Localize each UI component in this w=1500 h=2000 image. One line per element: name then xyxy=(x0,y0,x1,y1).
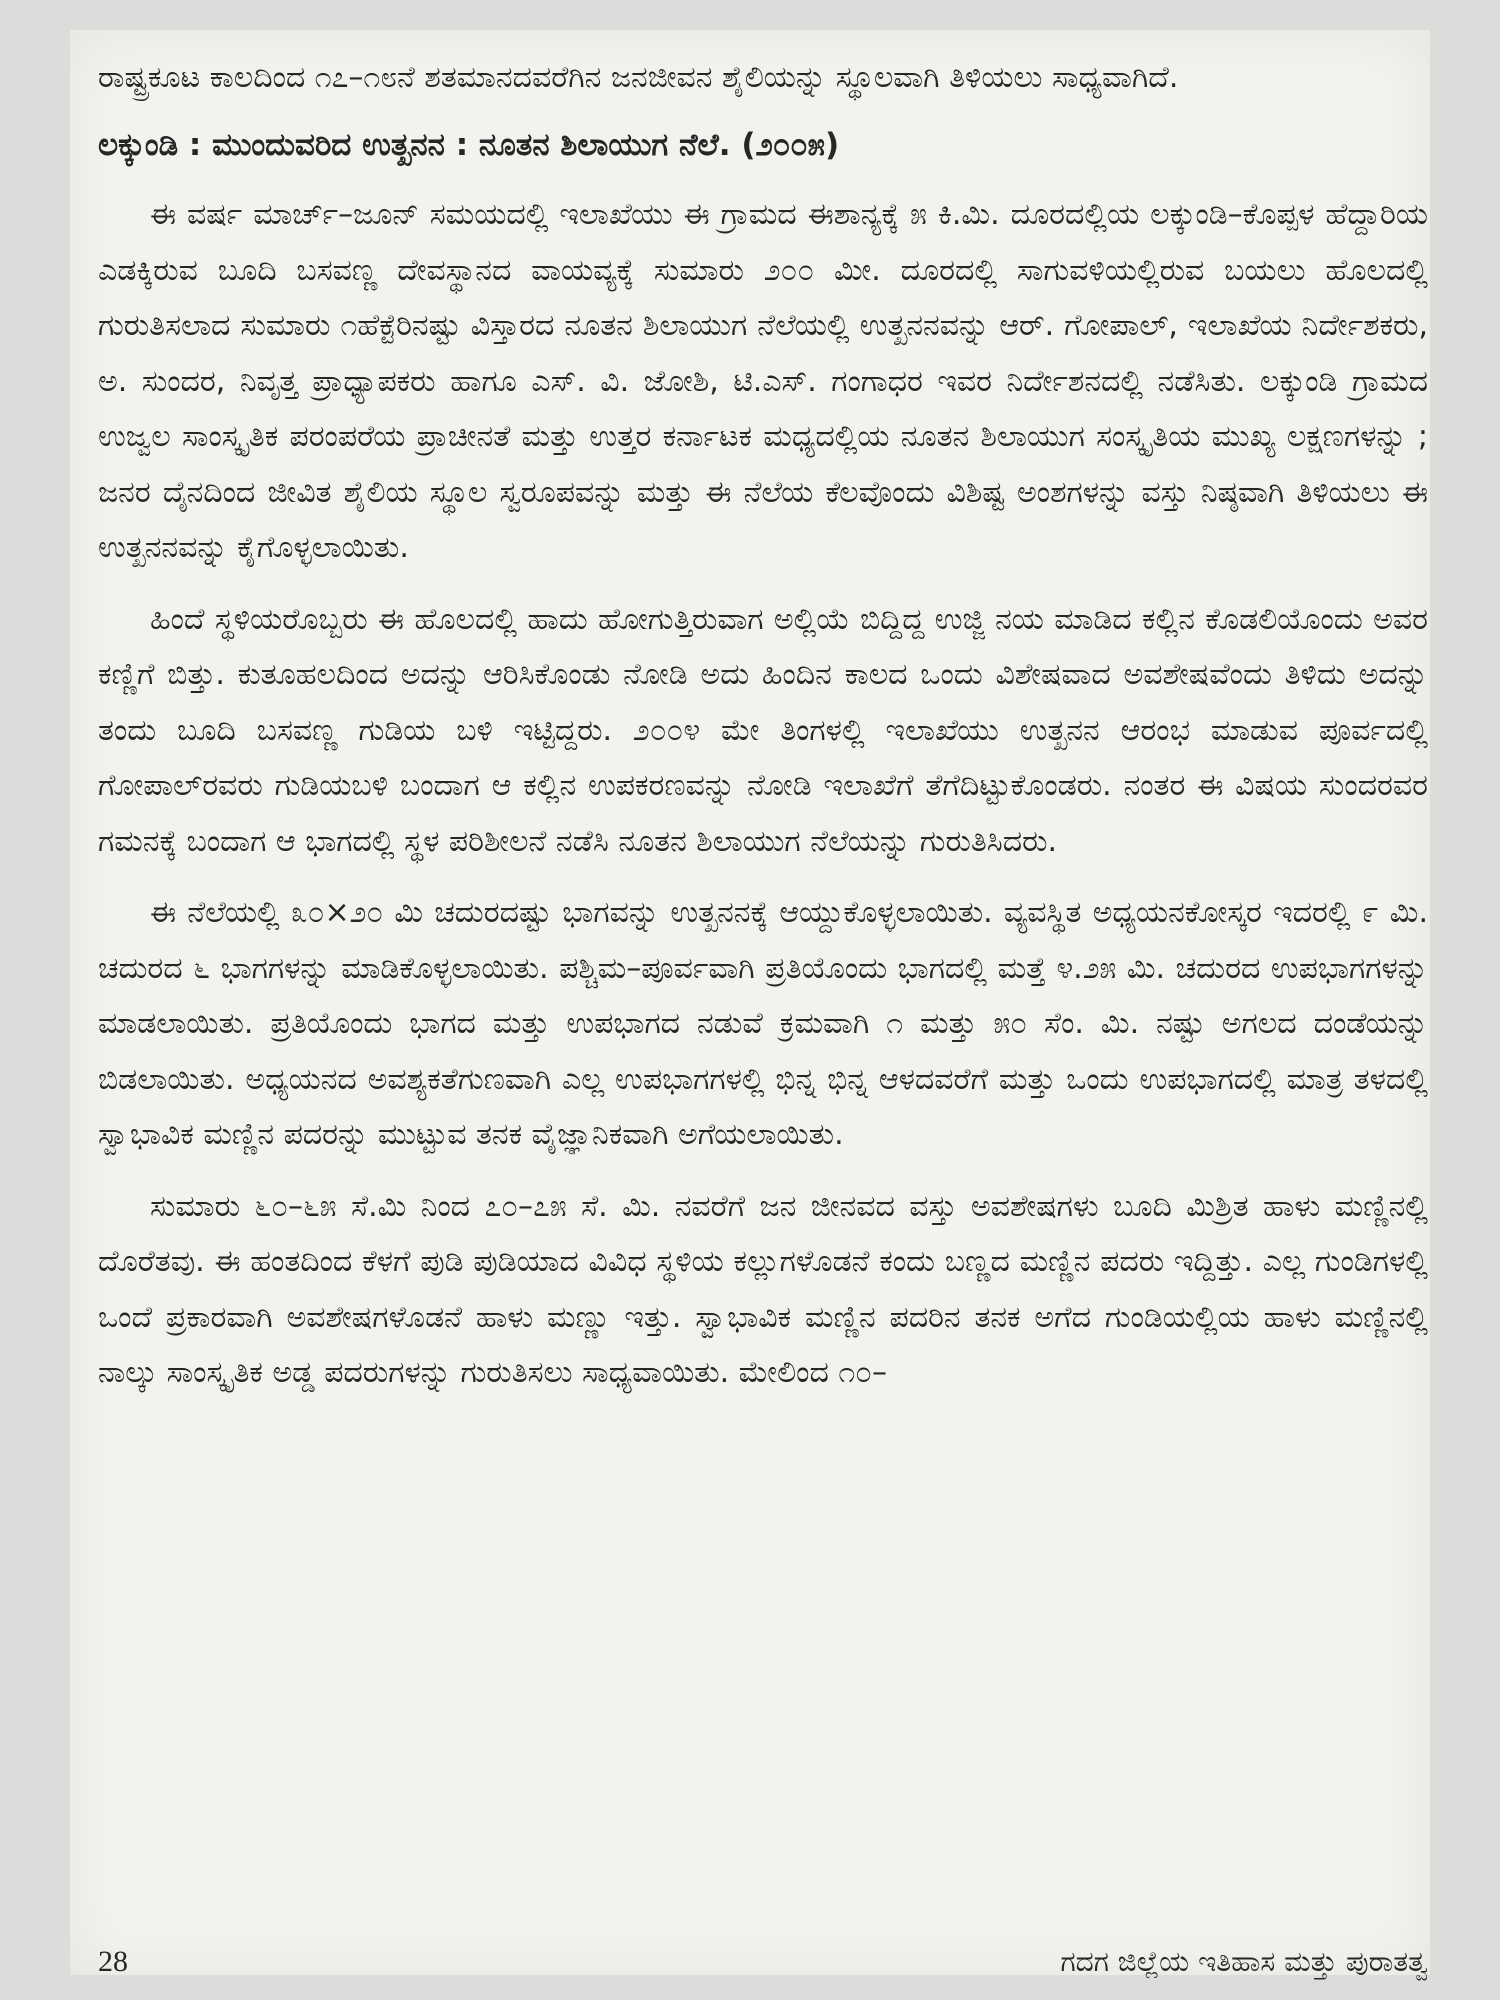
running-head: ಗದಗ ಜಿಲ್ಲೆಯ ಇತಿಹಾಸ ಮತ್ತು ಪುರಾತತ್ವ xyxy=(1060,1945,1428,1978)
paragraph-discovery: ಹಿಂದೆ ಸ್ಥಳಿಯರೊಬ್ಬರು ಈ ಹೊಲದಲ್ಲಿ ಹಾದು ಹೋಗುತ್ತಿರುವಾಗ ಅಲ್ಲಿಯೆ ಬಿದ್ದಿದ್ದ ಉಜ್ಜಿ ನಯ ಮಾಡಿದ ಕಲ್ಲಿನ ಕೊಡಲಿಯೊಂದು ಅವರ ಕಣ್ಣಿಗೆ ಬಿತ್ತು. ಕುತೂಹಲದಿಂದ ಅದನ್ನು ಆರಿಸಿಕೊಂಡು ನೋಡಿ ಅದು ಹಿಂದಿನ ಕಾಲದ ಒಂದು ವಿಶೇಷವಾದ ಅವಶೇಷವೆಂದು ತಿಳಿದು ಅದನ್ನು ತಂದು ಬೂದಿ ಬಸವಣ್ಣ ಗುಡಿಯ ಬಳಿ ಇಟ್ಟಿದ್ದರು. ೨೦೦೪ ಮೇ ತಿಂಗಳಲ್ಲಿ ಇಲಾಖೆಯು ಉತ್ಖನನ ಆರಂಭ ಮಾಡುವ ಪೂರ್ವದಲ್ಲಿ ಗೋಪಾಲ್‌ರವರು ಗುಡಿಯಬಳಿ ಬಂದಾಗ ಆ ಕಲ್ಲಿನ ಉಪಕರಣವನ್ನು ನೋಡಿ ಇಲಾಖೆಗೆ ತೆಗೆದಿಟ್ಟುಕೊಂಡರು. ನಂತರ ಈ ವಿಷಯ ಸುಂದರವರ ಗಮನಕ್ಕೆ ಬಂದಾಗ ಆ ಭಾಗದಲ್ಲಿ ಸ್ಥಳ ಪರಿಶೀಲನೆ ನಡೆಸಿ ನೂತನ ಶಿಲಾಯುಗ ನೆಲೆಯನ್ನು ಗುರುತಿಸಿದರು. xyxy=(98,601,1428,859)
page-footer xyxy=(98,1945,1428,1985)
paragraph-stratigraphy: ಸುಮಾರು ೬೦–೬೫ ಸೆ.ಮಿ ನಿಂದ ೭೦–೭೫ ಸೆ. ಮಿ. ನವರೆಗೆ ಜನ ಜೀನವದ ವಸ್ತು ಅವಶೇಷಗಳು ಬೂದಿ ಮಿಶ್ರಿತ ಹಾಳು ಮಣ್ಣಿನಲ್ಲಿ ದೊರೆತವು. ಈ ಹಂತದಿಂದ ಕೆಳಗೆ ಪುಡಿ ಪುಡಿಯಾದ ವಿವಿಧ ಸ್ಥಳಿಯ ಕಲ್ಲುಗಳೊಡನೆ ಕಂದು ಬಣ್ಣದ ಮಣ್ಣಿನ ಪದರು ಇದ್ದಿತ್ತು. ಎಲ್ಲ ಗುಂಡಿಗಳಲ್ಲಿ ಒಂದೆ ಪ್ರಕಾರವಾಗಿ ಅವಶೇಷಗಳೊಡನೆ ಹಾಳು ಮಣ್ಣು ಇತ್ತು. ಸ್ವಾಭಾವಿಕ ಮಣ್ಣಿನ ಪದರಿನ ತನಕ ಅಗೆದ ಗುಂಡಿಯಲ್ಲಿಯ ಹಾಳು ಮಣ್ಣಿನಲ್ಲಿ ನಾಲ್ಕು ಸಾಂಸ್ಕೃತಿಕ ಅಡ್ಡ ಪದರುಗಳನ್ನು ಗುರುತಿಸಲು ಸಾಧ್ಯವಾಯಿತು. ಮೇಲಿಂದ ೧೦– xyxy=(98,1188,1428,1390)
book-page xyxy=(70,30,1430,1978)
page-body xyxy=(98,50,1428,1417)
paragraph-excavation-overview: ಈ ವರ್ಷ ಮಾರ್ಚ್–ಜೂನ್ ಸಮಯದಲ್ಲಿ ಇಲಾಖೆಯು ಈ ಗ್ರಾಮದ ಈಶಾನ್ಯಕ್ಕೆ ೫ ಕಿ.ಮಿ. ದೂರದಲ್ಲಿಯ ಲಕ್ಕುಂಡಿ–ಕೊಪ್ಪಳ ಹೆದ್ದಾರಿಯ ಎಡಕ್ಕಿರುವ ಬೂದಿ ಬಸವಣ್ಣ ದೇವಸ್ಥಾನದ ವಾಯವ್ಯಕ್ಕೆ ಸುಮಾರು ೨೦೦ ಮೀ. ದೂರದಲ್ಲಿ ಸಾಗುವಳಿಯಲ್ಲಿರುವ ಬಯಲು ಹೊಲದಲ್ಲಿ ಗುರುತಿಸಲಾದ ಸುಮಾರು ೧ಹೆಕ್ಟೆರಿನಷ್ಟು ವಿಸ್ತಾರದ ನೂತನ ಶಿಲಾಯುಗ ನೆಲೆಯಲ್ಲಿ ಉತ್ಖನನವನ್ನು ಆರ್. ಗೋಪಾಲ್, ಇಲಾಖೆಯ ನಿರ್ದೇಶಕರು, ಅ. ಸುಂದರ, ನಿವೃತ್ತ ಪ್ರಾಧ್ಯಾಪಕರು ಹಾಗೂ ಎಸ್. ವಿ. ಜೋಶಿ, ಟಿ.ಎಸ್. ಗಂಗಾಧರ ಇವರ ನಿರ್ದೇಶನದಲ್ಲಿ ನಡೆಸಿತು. ಲಕ್ಕುಂಡಿ ಗ್ರಾಮದ ಉಜ್ವಲ ಸಾಂಸ್ಕೃತಿಕ ಪರಂಪರೆಯ ಪ್ರಾಚೀನತೆ ಮತ್ತು ಉತ್ತರ ಕರ್ನಾಟಕ ಮಧ್ಯದಲ್ಲಿಯ ನೂತನ ಶಿಲಾಯುಗ ಸಂಸ್ಕೃತಿಯ ಮುಖ್ಯ ಲಕ್ಷಣಗಳನ್ನು ; ಜನರ ದೈನದಿಂದ ಜೀವಿತ ಶೈಲಿಯ ಸ್ಥೂಲ ಸ್ವರೂಪವನ್ನು ಮತ್ತು ಈ ನೆಲೆಯ ಕೆಲವೊಂದು ವಿಶಿಷ್ಟ ಅಂಶಗಳನ್ನು ವಸ್ತು ನಿಷ್ಠವಾಗಿ ತಿಳಿಯಲು ಈ ಉತ್ಖನನವನ್ನು ಕೈಗೊಳ್ಳಲಾಯಿತು. xyxy=(98,197,1428,565)
paragraph-trench-layout: ಈ ನೆಲೆಯಲ್ಲಿ ೩೦×೨೦ ಮಿ ಚದುರದಷ್ಟು ಭಾಗವನ್ನು ಉತ್ಖನನಕ್ಕೆ ಆಯ್ದುಕೊಳ್ಳಲಾಯಿತು. ವ್ಯವಸ್ಥಿತ ಅಧ್ಯಯನಕೋಸ್ಕರ ಇದರಲ್ಲಿ ೯ ಮಿ. ಚದುರದ ೬ ಭಾಗಗಳನ್ನು ಮಾಡಿಕೊಳ್ಳಲಾಯಿತು. ಪಶ್ಚಿಮ–ಪೂರ್ವವಾಗಿ ಪ್ರತಿಯೊಂದು ಭಾಗದಲ್ಲಿ ಮತ್ತೆ ೪.೨೫ ಮಿ. ಚದುರದ ಉಪಭಾಗಗಳನ್ನು ಮಾಡಲಾಯಿತು. ಪ್ರತಿಯೊಂದು ಭಾಗದ ಮತ್ತು ಉಪಭಾಗದ ನಡುವೆ ಕ್ರಮವಾಗಿ ೧ ಮತ್ತು ೫೦ ಸೆಂ. ಮಿ. ನಷ್ಟು ಅಗಲದ ದಂಡೆಯನ್ನು ಬಿಡಲಾಯಿತು. ಅಧ್ಯಯನದ ಅವಶ್ಯಕತೆಗುಣವಾಗಿ ಎಲ್ಲ ಉಪಭಾಗಗಳಲ್ಲಿ ಭಿನ್ನ ಭಿನ್ನ ಆಳದವರೆಗೆ ಮತ್ತು ಒಂದು ಉಪಭಾಗದಲ್ಲಿ ಮಾತ್ರ ತಳದಲ್ಲಿ ಸ್ವಾಭಾವಿಕ ಮಣ್ಣಿನ ಪದರನ್ನು ಮುಟ್ಟುವ ತನಕ ವೈಜ್ಞಾನಿಕವಾಗಿ ಅಗೆಯಲಾಯಿತು. xyxy=(98,895,1428,1152)
intro-paragraph: ರಾಷ್ಟ್ರಕೂಟ ಕಾಲದಿಂದ ೧೭–೧೮ನೆ ಶತಮಾನದವರೆಗಿನ ಜನಜೀವನ ಶೈಲಿಯನ್ನು ಸ್ಥೂಲವಾಗಿ ತಿಳಿಯಲು ಸಾಧ್ಯವಾಗಿದೆ. xyxy=(98,60,1179,95)
page-number: 28 xyxy=(98,1945,128,1978)
section-heading: ಲಕ್ಕುಂಡಿ : ಮುಂದುವರಿದ ಉತ್ಖನನ : ನೂತನ ಶಿಲಾಯುಗ ನೆಲೆ. (೨೦೦೫) xyxy=(98,126,840,163)
